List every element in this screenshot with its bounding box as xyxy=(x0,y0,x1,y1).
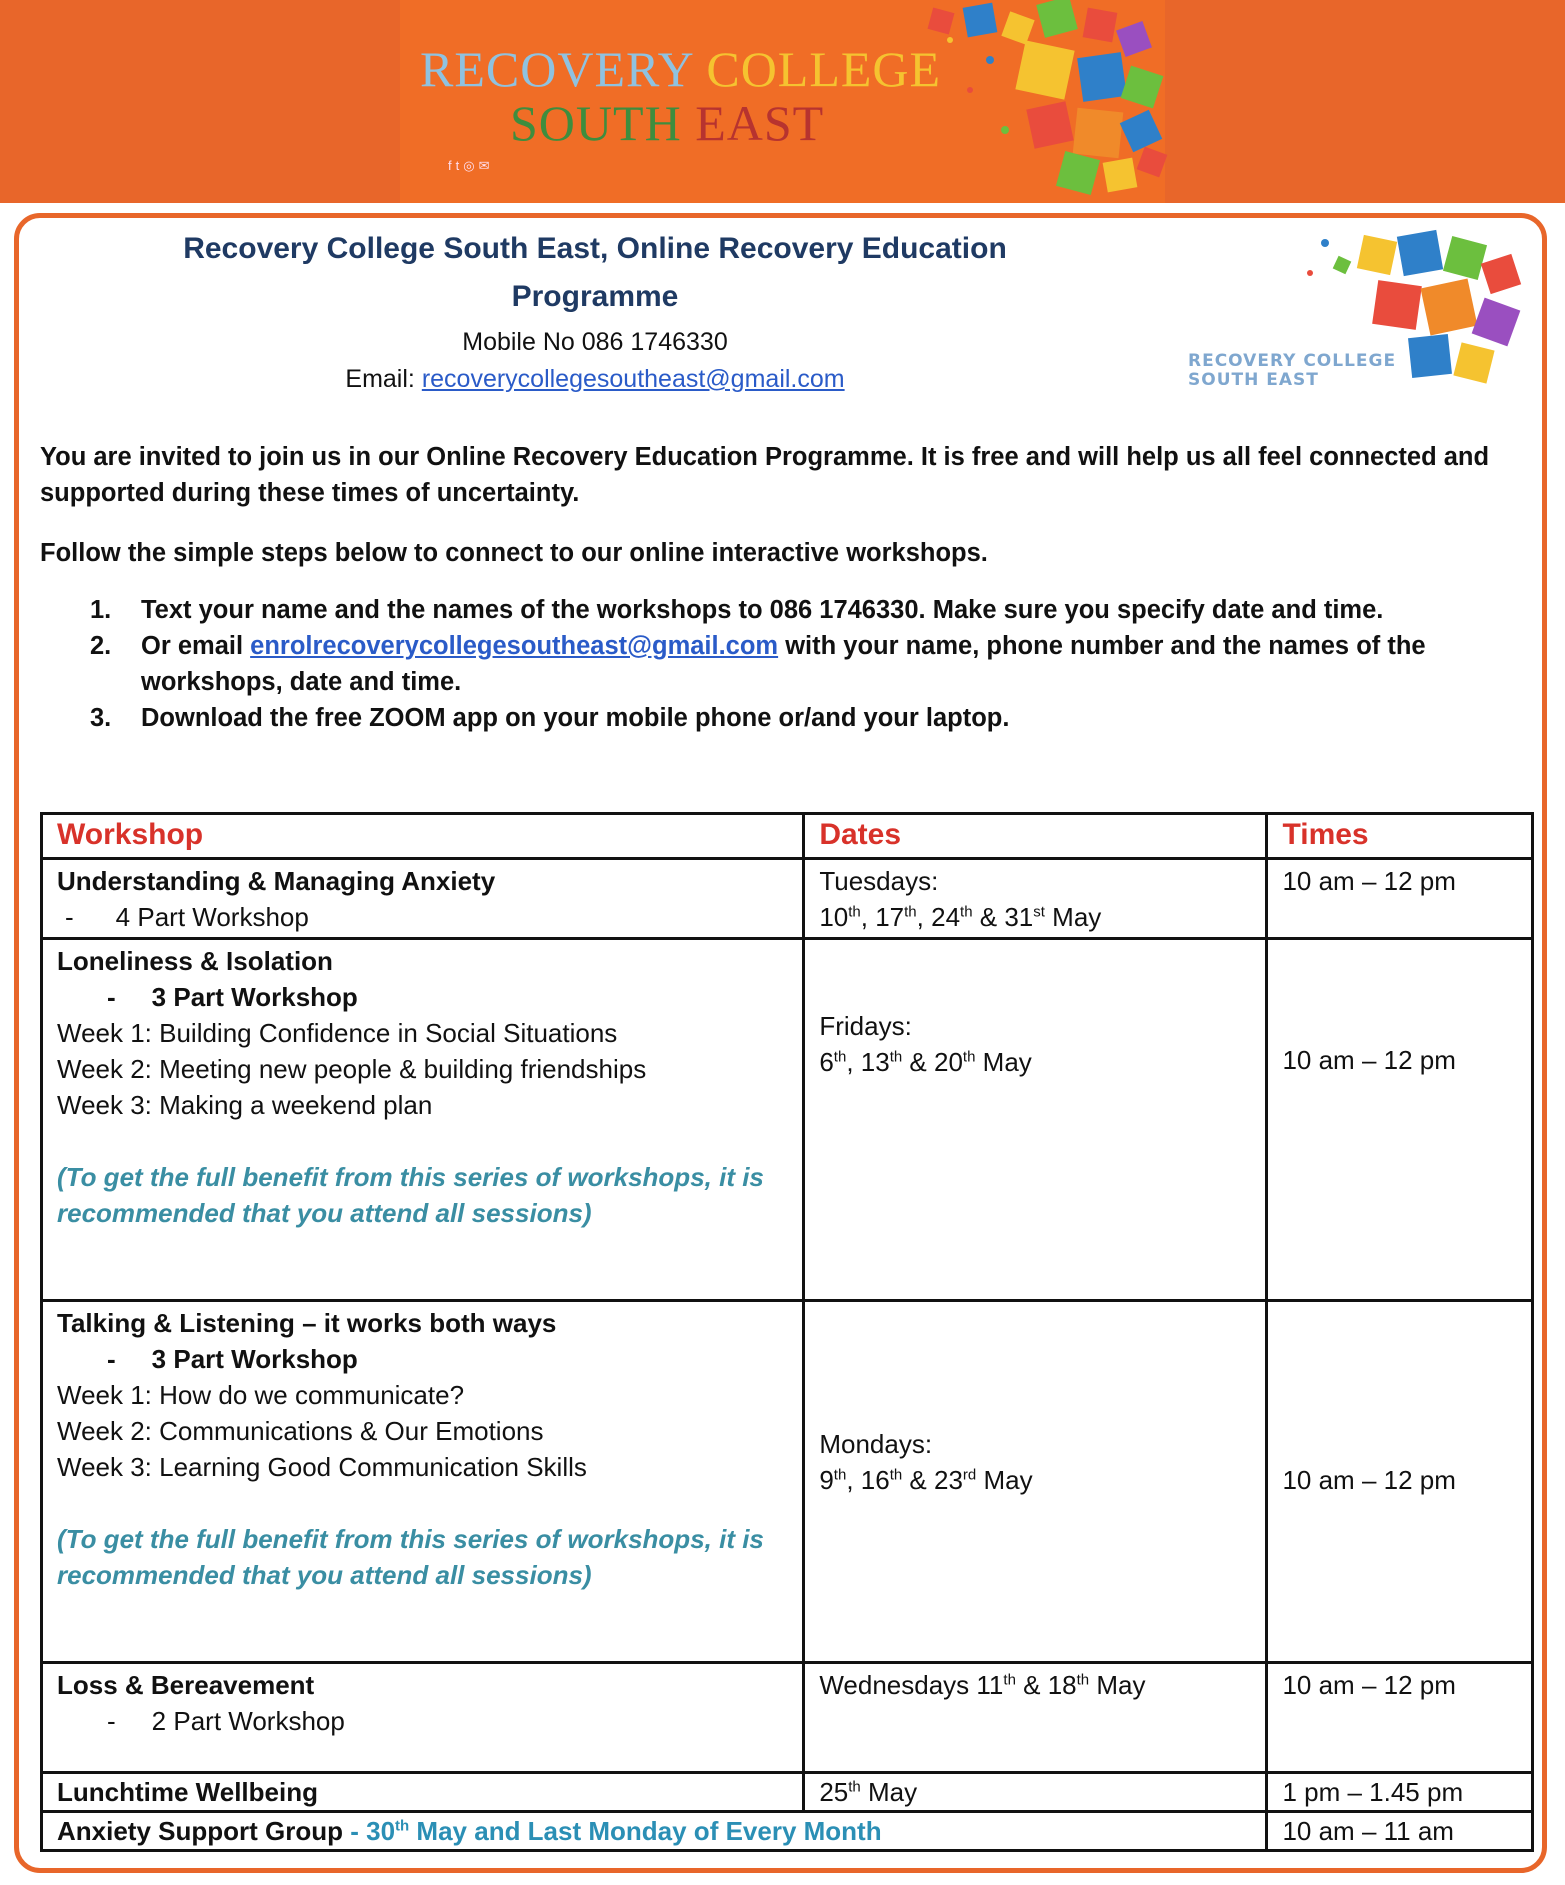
date-list: Wednesdays 11th & 18th May xyxy=(819,1670,1146,1700)
weekday: Tuesdays: xyxy=(819,866,939,896)
column-header-dates: Dates xyxy=(804,814,1267,859)
social-icons xyxy=(448,158,494,174)
workshop-title: Loss & Bereavement xyxy=(57,1670,315,1700)
workshop-parts: 2 Part Workshop xyxy=(151,1706,345,1736)
time-value: 10 am – 12 pm xyxy=(1282,1045,1456,1075)
table-row xyxy=(42,1301,1533,1663)
workshop-subtitle xyxy=(57,899,788,935)
column-header-times: Times xyxy=(1267,814,1533,859)
workshop-cell xyxy=(42,939,804,1301)
mobile-number: Mobile No 086 1746330 xyxy=(462,328,728,356)
bullet-dash: - xyxy=(107,982,116,1012)
twitter-icon[interactable]: t xyxy=(455,158,464,173)
contact-email-link[interactable]: recoverycollegesoutheast@gmail.com xyxy=(421,365,845,393)
workshop-cell xyxy=(42,1812,1267,1851)
workshop-title: Anxiety Support Group xyxy=(57,1816,343,1846)
date-list: 6th, 13th & 20th May xyxy=(819,1047,1032,1077)
workshop-title: Understanding & Managing Anxiety xyxy=(57,866,496,896)
table-row xyxy=(42,939,1533,1301)
week-line: Week 1: How do we communicate? xyxy=(57,1380,465,1410)
facebook-icon[interactable]: f xyxy=(448,158,456,173)
step-text-post: with your name, phone number and the names of the workshops, date and time. xyxy=(141,632,1426,696)
table-row xyxy=(42,1812,1533,1851)
attendance-note: (To get the full benefit from this series of workshops, it is recommended that you attend all sessions) xyxy=(57,1524,764,1590)
workshop-title: Loneliness & Isolation xyxy=(57,946,333,976)
programme-title-line1: Recovery College South East, Online Recovery Education xyxy=(183,232,1007,265)
step-text-pre: Or email xyxy=(141,632,251,660)
times-cell: 10 am – 12 pm xyxy=(1267,859,1533,939)
dates-cell: 25th May xyxy=(804,1773,1267,1812)
column-header-workshop: Workshop xyxy=(42,814,804,859)
bullet-dash: - xyxy=(107,1706,116,1736)
times-cell: 10 am – 12 pm xyxy=(1267,1663,1533,1773)
step-number: 1. xyxy=(90,596,112,624)
step-item xyxy=(40,700,1530,736)
bullet-dash: - xyxy=(107,1344,116,1374)
table-row xyxy=(42,1663,1533,1773)
date-list: 9th, 16th & 23rd May xyxy=(819,1465,1033,1495)
workshop-schedule-table xyxy=(40,812,1534,1852)
email-label: Email: xyxy=(345,365,415,393)
brand-word-east: EAST xyxy=(695,95,825,151)
times-cell xyxy=(1267,1301,1533,1663)
times-cell: 10 am – 11 am xyxy=(1267,1812,1533,1851)
contact-email-line xyxy=(100,365,1090,394)
workshop-subtitle xyxy=(57,1341,788,1377)
step-number: 2. xyxy=(90,632,112,660)
week-line: Week 3: Making a weekend plan xyxy=(57,1090,433,1120)
attendance-note: (To get the full benefit from this series of workshops, it is recommended that you attend all sessions) xyxy=(57,1162,764,1228)
logo-text-line2: SOUTH EAST xyxy=(1188,370,1319,390)
logo-text-line1: RECOVERY COLLEGE xyxy=(1188,351,1397,371)
brand-word-recovery: RECOVERY xyxy=(420,41,693,97)
step-text: Download the free ZOOM app on your mobile phone or/and your laptop. xyxy=(141,704,1010,732)
times-cell xyxy=(1267,939,1533,1301)
dates-cell xyxy=(804,1301,1267,1663)
weekday: Mondays: xyxy=(819,1429,933,1459)
workshop-title: Talking & Listening – it works both ways xyxy=(57,1308,557,1338)
brand-word-south: SOUTH xyxy=(510,95,682,151)
times-cell: 1 pm – 1.45 pm xyxy=(1267,1773,1533,1812)
top-banner xyxy=(0,0,1565,203)
brand-title-line2 xyxy=(510,94,824,152)
workshop-parts: 3 Part Workshop xyxy=(151,982,358,1012)
instagram-icon[interactable]: ◎ xyxy=(463,158,479,173)
step-item xyxy=(40,628,1530,700)
college-logo-text xyxy=(1188,352,1396,390)
brand-title-line1 xyxy=(420,40,941,98)
step-item xyxy=(40,592,1530,628)
step-number: 3. xyxy=(90,704,112,732)
dates-cell xyxy=(804,939,1267,1301)
date-list: 10th, 17th, 24th & 31st May xyxy=(819,902,1102,932)
workshop-parts: 3 Part Workshop xyxy=(151,1344,358,1374)
week-line: Week 1: Building Confidence in Social Situations xyxy=(57,1018,618,1048)
enrol-steps-list xyxy=(40,592,1530,736)
enrol-email-link[interactable]: enrolrecoverycollegesoutheast@gmail.com xyxy=(250,632,779,660)
programme-title-line2: Programme xyxy=(511,280,679,313)
week-line: Week 2: Communications & Our Emotions xyxy=(57,1416,544,1446)
colorful-cubes-graphic xyxy=(910,0,1170,203)
table-row xyxy=(42,859,1533,939)
workshop-subtitle xyxy=(57,979,788,1015)
step-text: Text your name and the names of the workshops to 086 1746330. Make sure you specify date and time. xyxy=(141,596,1384,624)
time-value: 10 am – 12 pm xyxy=(1282,1465,1456,1495)
workshop-cell xyxy=(42,859,804,939)
workshop-subtitle xyxy=(57,1703,788,1739)
workshop-parts: 4 Part Workshop xyxy=(115,902,309,932)
week-line: Week 2: Meeting new people & building friendships xyxy=(57,1054,647,1084)
week-line: Week 3: Learning Good Communication Skills xyxy=(57,1452,587,1482)
table-row xyxy=(42,1773,1533,1812)
workshop-cell: Lunchtime Wellbeing xyxy=(42,1773,804,1812)
brand-word-college: COLLEGE xyxy=(706,41,942,97)
support-group-schedule: - 30th May and Last Monday of Every Month xyxy=(343,1816,882,1846)
bullet-dash: - xyxy=(65,902,74,932)
workshop-cell xyxy=(42,1301,804,1663)
table-header-row xyxy=(42,814,1533,859)
follow-steps-paragraph: Follow the simple steps below to connect to our online interactive workshops. xyxy=(40,539,988,567)
weekday: Fridays: xyxy=(819,1011,912,1041)
workshop-cell xyxy=(42,1663,804,1773)
dates-cell xyxy=(804,1663,1267,1773)
dates-cell xyxy=(804,859,1267,939)
intro-paragraph: You are invited to join us in our Online Recovery Education Programme. It is free and will help us all feel connected and supported during these times of uncertainty. xyxy=(40,443,1490,507)
email-icon[interactable]: ✉ xyxy=(478,158,494,173)
